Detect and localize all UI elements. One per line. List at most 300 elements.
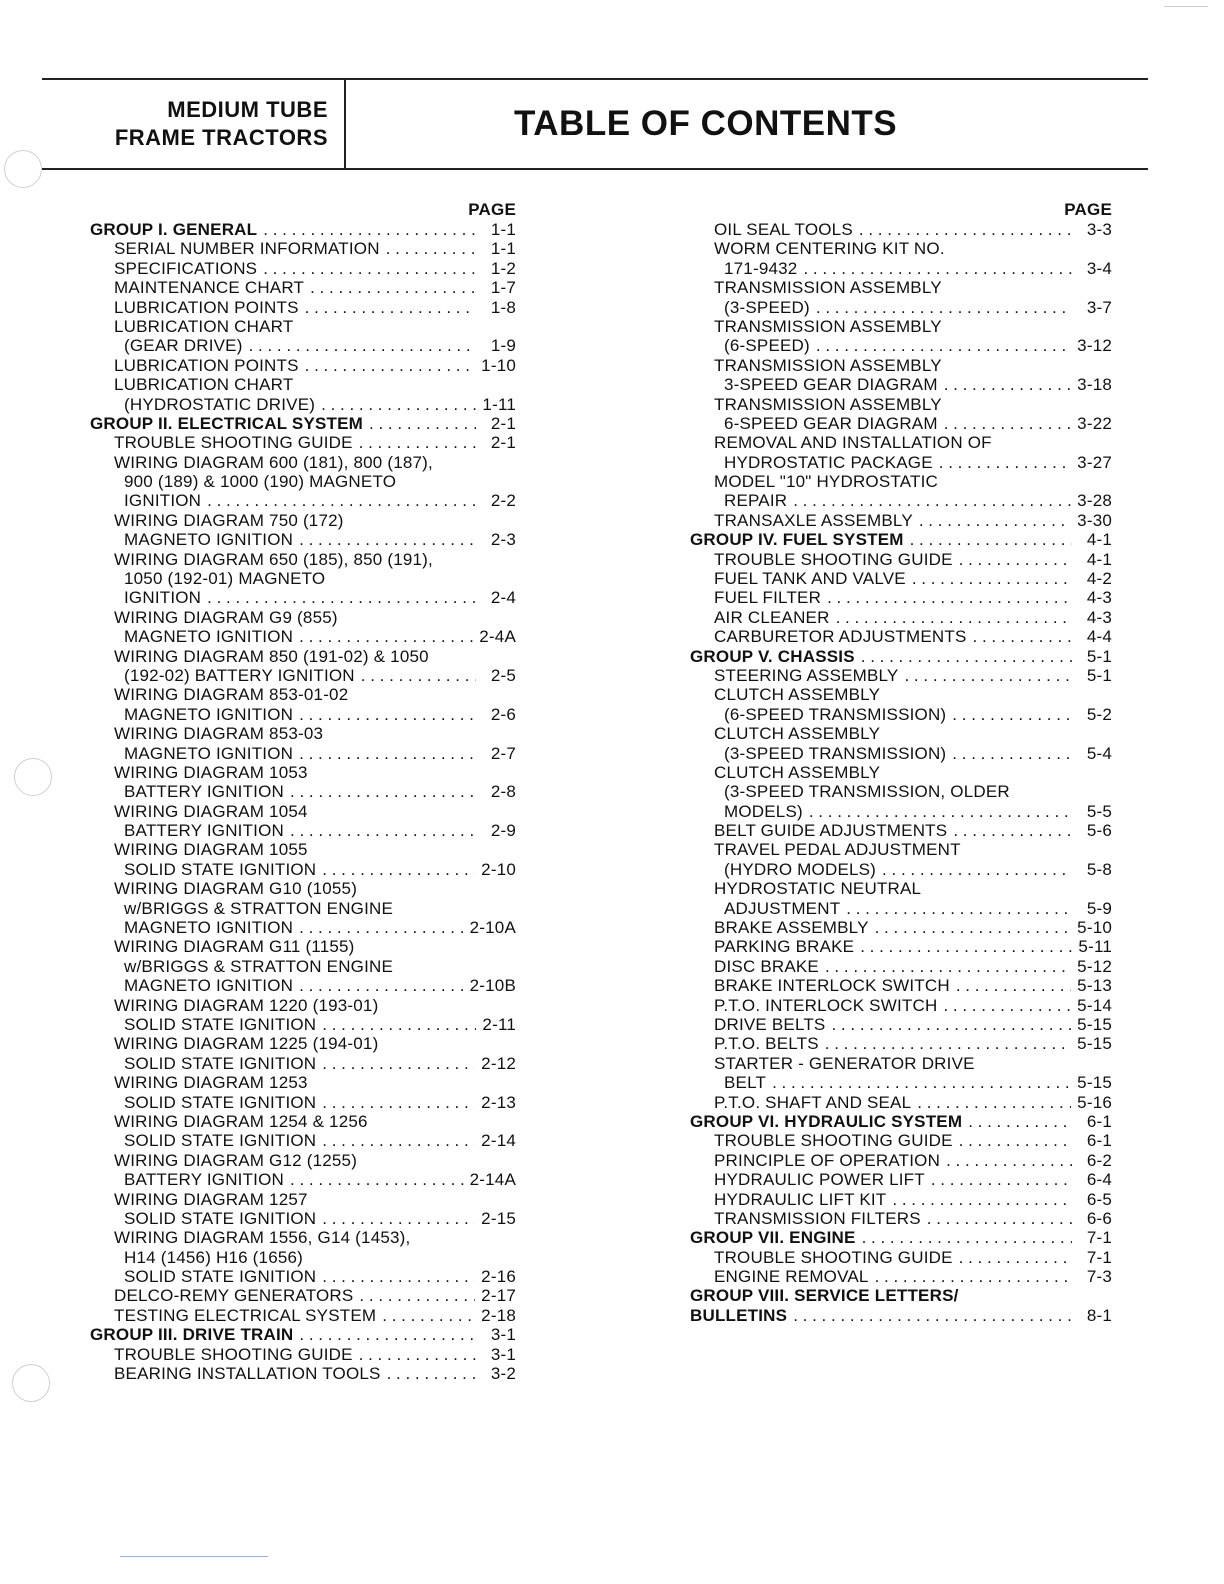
toc-entry-title: FUEL FILTER xyxy=(714,588,822,608)
toc-entry-title: (192-02) BATTERY IGNITION xyxy=(124,665,355,685)
dot-leader xyxy=(305,356,476,375)
toc-page-number: 5-4 xyxy=(1086,743,1112,763)
toc-entry-title: SOLID STATE IGNITION xyxy=(124,859,317,879)
dot-leader xyxy=(310,278,476,297)
toc-group-heading xyxy=(690,647,1112,666)
dot-leader xyxy=(772,1073,1071,1092)
dot-leader xyxy=(944,414,1071,433)
toc-entry-title: BELT xyxy=(724,1073,767,1093)
toc-entry-title: TROUBLE SHOOTING GUIDE xyxy=(714,549,953,569)
toc-entry-title: PARKING BRAKE xyxy=(714,937,855,957)
toc-entry-title: P.T.O. INTERLOCK SWITCH xyxy=(714,995,938,1015)
toc-page-number: 2-17 xyxy=(481,1286,516,1306)
toc-entry xyxy=(690,1054,1112,1073)
toc-entry xyxy=(690,1151,1112,1170)
toc-entry-title: TROUBLE SHOOTING GUIDE xyxy=(114,1344,353,1364)
toc-entry-title: MAGNETO IGNITION xyxy=(124,627,294,647)
toc-page-number: 3-22 xyxy=(1077,413,1112,433)
toc-entry-title: (3-SPEED TRANSMISSION) xyxy=(724,743,947,763)
toc-entry-title: P.T.O. SHAFT AND SEAL xyxy=(714,1092,912,1112)
toc-page-number: 5-8 xyxy=(1086,859,1112,879)
toc-entry-title: WIRING DIAGRAM 1257 xyxy=(114,1189,308,1209)
toc-entry xyxy=(90,1093,516,1112)
toc-page-number: 2-9 xyxy=(490,821,516,841)
toc-entry-title: CLUTCH ASSEMBLY xyxy=(714,762,881,782)
dot-leader xyxy=(387,1364,476,1383)
dot-leader xyxy=(793,1306,1072,1325)
toc-entry xyxy=(90,918,516,937)
toc-page-number: 2-8 xyxy=(490,782,516,802)
toc-entry-title: LUBRICATION CHART xyxy=(114,316,294,336)
toc-entry xyxy=(90,1131,516,1150)
toc-entry xyxy=(690,1248,1112,1267)
toc-entry-title: DISC BRAKE xyxy=(714,956,819,976)
dot-leader xyxy=(862,1228,1072,1247)
dot-leader xyxy=(816,336,1071,355)
dot-leader xyxy=(910,530,1072,549)
toc-page-number: 4-1 xyxy=(1086,530,1112,550)
dot-leader xyxy=(299,1325,476,1344)
toc-page-number: 2-10A xyxy=(469,918,516,938)
toc-entry xyxy=(690,1190,1112,1209)
toc-entry xyxy=(690,336,1112,355)
toc-entry-title: MODELS) xyxy=(724,801,803,821)
dot-leader xyxy=(299,705,476,724)
dot-leader xyxy=(263,259,476,278)
toc-entry-title: SOLID STATE IGNITION xyxy=(124,1053,317,1073)
dot-leader xyxy=(827,588,1072,607)
toc-page-number: 6-1 xyxy=(1086,1131,1112,1151)
toc-entry-title: REPAIR xyxy=(724,491,788,511)
toc-entry xyxy=(690,937,1112,956)
toc-entry xyxy=(690,433,1112,452)
toc-entry-title: CLUTCH ASSEMBLY xyxy=(714,685,881,705)
toc-entry-title: MAGNETO IGNITION xyxy=(124,530,294,550)
header-bottom-rule xyxy=(42,168,1148,170)
toc-page-number: 5-15 xyxy=(1077,1034,1112,1054)
toc-entry-title: TRANSMISSION FILTERS xyxy=(714,1208,921,1228)
toc-page-number: 6-2 xyxy=(1086,1150,1112,1170)
toc-entry xyxy=(90,705,516,724)
toc-page-number: 2-18 xyxy=(481,1305,516,1325)
toc-entry-title: TRANSMISSION ASSEMBLY xyxy=(714,355,942,375)
toc-entry-title: BATTERY IGNITION xyxy=(124,821,285,841)
header-top-rule xyxy=(42,78,1148,80)
toc-entry xyxy=(90,472,516,491)
toc-page-number: 2-1 xyxy=(490,413,516,433)
dot-leader xyxy=(816,298,1072,317)
dot-leader xyxy=(875,1267,1072,1286)
toc-entry-title: WORM CENTERING KIT NO. xyxy=(714,239,945,259)
toc-entry-title: WIRING DIAGRAM G9 (855) xyxy=(114,607,338,627)
toc-entry xyxy=(90,1190,516,1209)
dot-leader xyxy=(359,433,476,452)
toc-entry xyxy=(690,879,1112,898)
toc-entry xyxy=(90,1306,516,1325)
toc-group-heading xyxy=(690,1112,1112,1131)
toc-entry xyxy=(690,395,1112,414)
toc-page-number: 5-12 xyxy=(1077,956,1112,976)
dot-leader xyxy=(953,821,1072,840)
toc-entry xyxy=(90,724,516,743)
toc-entry-title: LUBRICATION CHART xyxy=(114,375,294,395)
toc-entry xyxy=(690,860,1112,879)
toc-entry xyxy=(690,1267,1112,1286)
punch-hole xyxy=(4,150,42,188)
toc-entry-title: WIRING DIAGRAM 1254 & 1256 xyxy=(114,1111,368,1131)
toc-page-number: 4-4 xyxy=(1086,627,1112,647)
toc-page-number: 3-28 xyxy=(1077,491,1112,511)
dot-leader xyxy=(952,705,1072,724)
toc-page-number: 2-4A xyxy=(479,627,516,647)
toc-entry xyxy=(690,239,1112,258)
toc-group-heading xyxy=(90,1325,516,1344)
toc-entry-title: SOLID STATE IGNITION xyxy=(124,1131,317,1151)
toc-entry-title: SPECIFICATIONS xyxy=(114,258,258,278)
toc-entry xyxy=(90,259,516,278)
toc-entry-title: SOLID STATE IGNITION xyxy=(124,1267,317,1287)
dot-leader xyxy=(959,1131,1072,1150)
dot-leader xyxy=(322,1209,475,1228)
dot-leader xyxy=(956,976,1071,995)
toc-entry-title: BULLETINS xyxy=(690,1305,788,1325)
toc-entry xyxy=(90,899,516,918)
toc-entry-title: WIRING DIAGRAM 750 (172) xyxy=(114,510,344,530)
toc-page-number: 5-9 xyxy=(1086,898,1112,918)
toc-entry xyxy=(90,530,516,549)
toc-entry xyxy=(690,1209,1112,1228)
scan-artifact xyxy=(120,1556,268,1557)
scan-artifact xyxy=(1164,6,1208,7)
toc-entry xyxy=(90,1209,516,1228)
toc-page-number: 3-2 xyxy=(490,1364,516,1384)
toc-entry xyxy=(90,744,516,763)
dot-leader xyxy=(836,608,1072,627)
toc-entry xyxy=(90,336,516,355)
toc-entry-title: TRANSMISSION ASSEMBLY xyxy=(714,394,942,414)
toc-entry-title: CLUTCH ASSEMBLY xyxy=(714,724,881,744)
dot-leader xyxy=(927,1209,1072,1228)
toc-entry-title: WIRING DIAGRAM G12 (1255) xyxy=(114,1150,358,1170)
toc-entry-title: TRANSMISSION ASSEMBLY xyxy=(714,316,942,336)
toc-entry xyxy=(90,453,516,472)
toc-page-number: 7-1 xyxy=(1086,1228,1112,1248)
subject-line-2: FRAME TRACTORS xyxy=(114,125,328,150)
toc-page-number: 1-11 xyxy=(482,394,516,414)
toc-page-number: 5-10 xyxy=(1077,918,1112,938)
dot-leader xyxy=(361,666,476,685)
dot-leader xyxy=(912,569,1072,588)
toc-entry-title: CARBURETOR ADJUSTMENTS xyxy=(714,627,967,647)
toc-entry-title: TRANSAXLE ASSEMBLY xyxy=(714,510,913,530)
toc-entry-title: P.T.O. BELTS xyxy=(714,1034,819,1054)
dot-leader xyxy=(959,1248,1072,1267)
toc-entry xyxy=(90,685,516,704)
dot-leader xyxy=(904,666,1072,685)
dot-leader xyxy=(882,860,1072,879)
toc-page-number: 2-14A xyxy=(469,1170,516,1190)
toc-entry-title: WIRING DIAGRAM G11 (1155) xyxy=(114,937,355,957)
toc-entry xyxy=(690,298,1112,317)
toc-entry-title: WIRING DIAGRAM 1054 xyxy=(114,801,308,821)
toc-page-number: 2-16 xyxy=(481,1267,516,1287)
dot-leader xyxy=(875,918,1072,937)
toc-page-number: 3-4 xyxy=(1086,258,1112,278)
toc-entry xyxy=(690,724,1112,743)
toc-entry xyxy=(90,1034,516,1053)
toc-entry-title: WIRING DIAGRAM 1556, G14 (1453), xyxy=(114,1228,411,1248)
dot-leader xyxy=(825,957,1071,976)
toc-entry-title: MAGNETO IGNITION xyxy=(124,704,294,724)
toc-page-number: 5-5 xyxy=(1086,801,1112,821)
toc-page-number: 3-12 xyxy=(1077,336,1112,356)
toc-page-number: 2-6 xyxy=(490,704,516,724)
dot-leader xyxy=(369,414,476,433)
toc-entry xyxy=(690,453,1112,472)
toc-entry xyxy=(690,744,1112,763)
toc-entry xyxy=(690,763,1112,782)
toc-entry-title: AIR CLEANER xyxy=(714,607,830,627)
toc-entry xyxy=(690,278,1112,297)
toc-entry-title: IGNITION xyxy=(124,588,202,608)
toc-entry xyxy=(90,666,516,685)
toc-entry-title: MAGNETO IGNITION xyxy=(124,976,294,996)
toc-entry xyxy=(90,782,516,801)
toc-entry xyxy=(690,918,1112,937)
dot-leader xyxy=(322,1054,475,1073)
dot-leader xyxy=(952,744,1072,763)
dot-leader xyxy=(831,1015,1071,1034)
toc-entry-title: (HYDRO MODELS) xyxy=(724,859,877,879)
toc-entry-title: MAINTENANCE CHART xyxy=(114,278,305,298)
toc-entry-title: BATTERY IGNITION xyxy=(124,782,285,802)
toc-page-number: 4-3 xyxy=(1086,607,1112,627)
toc-page-number: 2-4 xyxy=(490,588,516,608)
toc-entry-title: OIL SEAL TOOLS xyxy=(714,219,853,239)
dot-leader xyxy=(290,782,476,801)
dot-leader xyxy=(382,1306,475,1325)
toc-entry-title: PRINCIPLE OF OPERATION xyxy=(714,1150,941,1170)
toc-entry-title: ADJUSTMENT xyxy=(724,898,841,918)
toc-entry xyxy=(690,220,1112,239)
toc-page-number: 3-30 xyxy=(1077,510,1112,530)
dot-leader xyxy=(959,550,1072,569)
toc-entry-title: WIRING DIAGRAM 1253 xyxy=(114,1073,308,1093)
toc-list-right xyxy=(690,220,1112,1325)
toc-entry xyxy=(90,647,516,666)
toc-entry-title: LUBRICATION POINTS xyxy=(114,297,299,317)
toc-entry xyxy=(690,259,1112,278)
toc-page-number: 4-2 xyxy=(1086,569,1112,589)
toc-entry xyxy=(90,491,516,510)
toc-page-number: 1-7 xyxy=(490,278,516,298)
toc-entry xyxy=(690,472,1112,491)
toc-entry-title: w/BRIGGS & STRATTON ENGINE xyxy=(124,956,394,976)
toc-entry xyxy=(90,1267,516,1286)
toc-group-heading xyxy=(90,220,516,239)
toc-column-left xyxy=(90,200,516,1383)
dot-leader xyxy=(860,937,1072,956)
toc-entry xyxy=(90,841,516,860)
toc-entry-title: GROUP VIII. SERVICE LETTERS/ xyxy=(690,1286,959,1306)
dot-leader xyxy=(386,239,476,258)
toc-entry-title: WIRING DIAGRAM 853-03 xyxy=(114,724,324,744)
toc-entry xyxy=(90,395,516,414)
toc-entry-title: BRAKE INTERLOCK SWITCH xyxy=(714,976,950,996)
manual-subject xyxy=(60,96,328,152)
toc-entry xyxy=(690,705,1112,724)
toc-column-right xyxy=(690,200,1112,1325)
dot-leader xyxy=(825,1034,1071,1053)
toc-entry xyxy=(690,375,1112,394)
toc-entry xyxy=(690,1093,1112,1112)
toc-entry xyxy=(90,239,516,258)
dot-leader xyxy=(803,259,1072,278)
toc-entry xyxy=(90,550,516,569)
dot-leader xyxy=(359,1286,475,1305)
toc-entry-title: HYDRAULIC LIFT KIT xyxy=(714,1189,887,1209)
toc-page-number: 4-1 xyxy=(1086,549,1112,569)
toc-entry-title: HYDROSTATIC PACKAGE xyxy=(724,452,933,472)
toc-page-number: 2-15 xyxy=(481,1208,516,1228)
dot-leader xyxy=(793,491,1071,510)
toc-entry-title: MAGNETO IGNITION xyxy=(124,743,294,763)
toc-entry xyxy=(90,1228,516,1247)
toc-page-number: 3-18 xyxy=(1077,375,1112,395)
dot-leader xyxy=(299,744,476,763)
toc-page-number: 1-9 xyxy=(490,336,516,356)
page-column-label: PAGE xyxy=(1064,200,1112,219)
toc-entry xyxy=(690,841,1112,860)
toc-entry xyxy=(690,569,1112,588)
toc-entry-title: DRIVE BELTS xyxy=(714,1015,826,1034)
toc-entry-title: WIRING DIAGRAM 1225 (194-01) xyxy=(114,1034,379,1054)
dot-leader xyxy=(919,511,1071,530)
toc-entry xyxy=(690,1073,1112,1092)
toc-entry-title: WIRING DIAGRAM 1053 xyxy=(114,762,308,782)
toc-entry-title: TRANSMISSION ASSEMBLY xyxy=(714,278,942,298)
dot-leader xyxy=(299,627,473,646)
toc-entry-title: SOLID STATE IGNITION xyxy=(124,1092,317,1112)
toc-entry xyxy=(90,879,516,898)
dot-leader xyxy=(892,1190,1072,1209)
toc-entry xyxy=(90,937,516,956)
dot-leader xyxy=(207,491,476,510)
toc-entry-title: (6-SPEED) xyxy=(724,336,810,356)
toc-entry-title: 6-SPEED GEAR DIAGRAM xyxy=(724,413,938,433)
toc-page-number: 5-16 xyxy=(1077,1092,1112,1112)
toc-entry xyxy=(690,957,1112,976)
toc-entry xyxy=(90,860,516,879)
dot-leader xyxy=(290,821,476,840)
toc-group-heading xyxy=(690,530,1112,549)
toc-page-number: 1-10 xyxy=(481,355,516,375)
toc-entry xyxy=(90,1073,516,1092)
dot-leader xyxy=(305,298,476,317)
punch-hole xyxy=(12,1364,50,1402)
toc-page-number: 3-27 xyxy=(1077,452,1112,472)
toc-entry xyxy=(690,588,1112,607)
toc-page-number: 3-3 xyxy=(1086,219,1112,239)
toc-entry-title: HYDROSTATIC NEUTRAL xyxy=(714,879,922,899)
toc-entry xyxy=(690,666,1112,685)
toc-entry-title: ENGINE REMOVAL xyxy=(714,1267,869,1287)
toc-entry xyxy=(690,996,1112,1015)
toc-page-number: 3-1 xyxy=(490,1325,516,1345)
toc-page-number: 1-1 xyxy=(490,219,516,239)
dot-leader xyxy=(859,220,1072,239)
toc-page-number: 6-1 xyxy=(1086,1111,1112,1131)
toc-entry xyxy=(690,821,1112,840)
toc-page-number: 5-1 xyxy=(1086,665,1112,685)
toc-entry-title: (3-SPEED TRANSMISSION, OLDER xyxy=(724,782,1010,802)
toc-entry-title: WIRING DIAGRAM G10 (1055) xyxy=(114,879,358,899)
toc-page-number: 5-14 xyxy=(1077,995,1112,1015)
toc-entry-title: GROUP IV. FUEL SYSTEM xyxy=(690,530,904,550)
toc-entry xyxy=(90,278,516,297)
toc-page-number: 2-14 xyxy=(481,1131,516,1151)
toc-entry-title: TRAVEL PEDAL ADJUSTMENT xyxy=(714,840,961,860)
toc-page-number: 1-8 xyxy=(490,297,516,317)
dot-leader xyxy=(299,976,464,995)
toc-page-number: 5-1 xyxy=(1086,646,1112,666)
toc-group-heading xyxy=(690,1306,1112,1325)
toc-page-number: 2-3 xyxy=(490,530,516,550)
punch-hole xyxy=(14,758,52,796)
toc-entry xyxy=(90,317,516,336)
toc-entry-title: (3-SPEED) xyxy=(724,297,810,317)
toc-entry-title: WIRING DIAGRAM 1055 xyxy=(114,840,308,860)
toc-entry-title: BEARING INSTALLATION TOOLS xyxy=(114,1364,381,1384)
toc-group-heading xyxy=(690,1286,1112,1305)
dot-leader xyxy=(207,588,476,607)
toc-page-number: 8-1 xyxy=(1086,1305,1112,1325)
toc-entry xyxy=(90,1286,516,1305)
toc-entry-title: REMOVAL AND INSTALLATION OF xyxy=(714,433,992,453)
toc-entry-title: GROUP VI. HYDRAULIC SYSTEM xyxy=(690,1111,963,1131)
toc-entry-title: TROUBLE SHOOTING GUIDE xyxy=(114,433,353,453)
page-title: TABLE OF CONTENTS xyxy=(514,104,898,143)
toc-entry-title: BELT GUIDE ADJUSTMENTS xyxy=(714,821,948,841)
toc-entry xyxy=(690,491,1112,510)
toc-page-number: 1-2 xyxy=(490,258,516,278)
toc-page-number: 5-13 xyxy=(1077,976,1112,996)
dot-leader xyxy=(290,1170,464,1189)
dot-leader xyxy=(263,220,476,239)
toc-entry xyxy=(690,1034,1112,1053)
toc-entry xyxy=(90,608,516,627)
toc-entry-title: LUBRICATION POINTS xyxy=(114,355,299,375)
dot-leader xyxy=(973,627,1072,646)
toc-page-number: 2-2 xyxy=(490,491,516,511)
toc-page-number: 2-1 xyxy=(490,433,516,453)
toc-entry-title: STARTER - GENERATOR DRIVE xyxy=(714,1053,975,1073)
toc-entry xyxy=(690,899,1112,918)
dot-leader xyxy=(321,395,476,414)
toc-page-number: 6-5 xyxy=(1086,1189,1112,1209)
toc-entry xyxy=(90,957,516,976)
toc-entry xyxy=(690,317,1112,336)
toc-entry xyxy=(90,627,516,646)
toc-entry xyxy=(90,1248,516,1267)
toc-entry xyxy=(90,1112,516,1131)
toc-page-number: 3-7 xyxy=(1086,297,1112,317)
toc-entry xyxy=(690,356,1112,375)
toc-entry-title: TROUBLE SHOOTING GUIDE xyxy=(714,1247,953,1267)
toc-entry xyxy=(690,511,1112,530)
dot-leader xyxy=(299,918,464,937)
subject-line-1: MEDIUM TUBE xyxy=(167,97,328,122)
